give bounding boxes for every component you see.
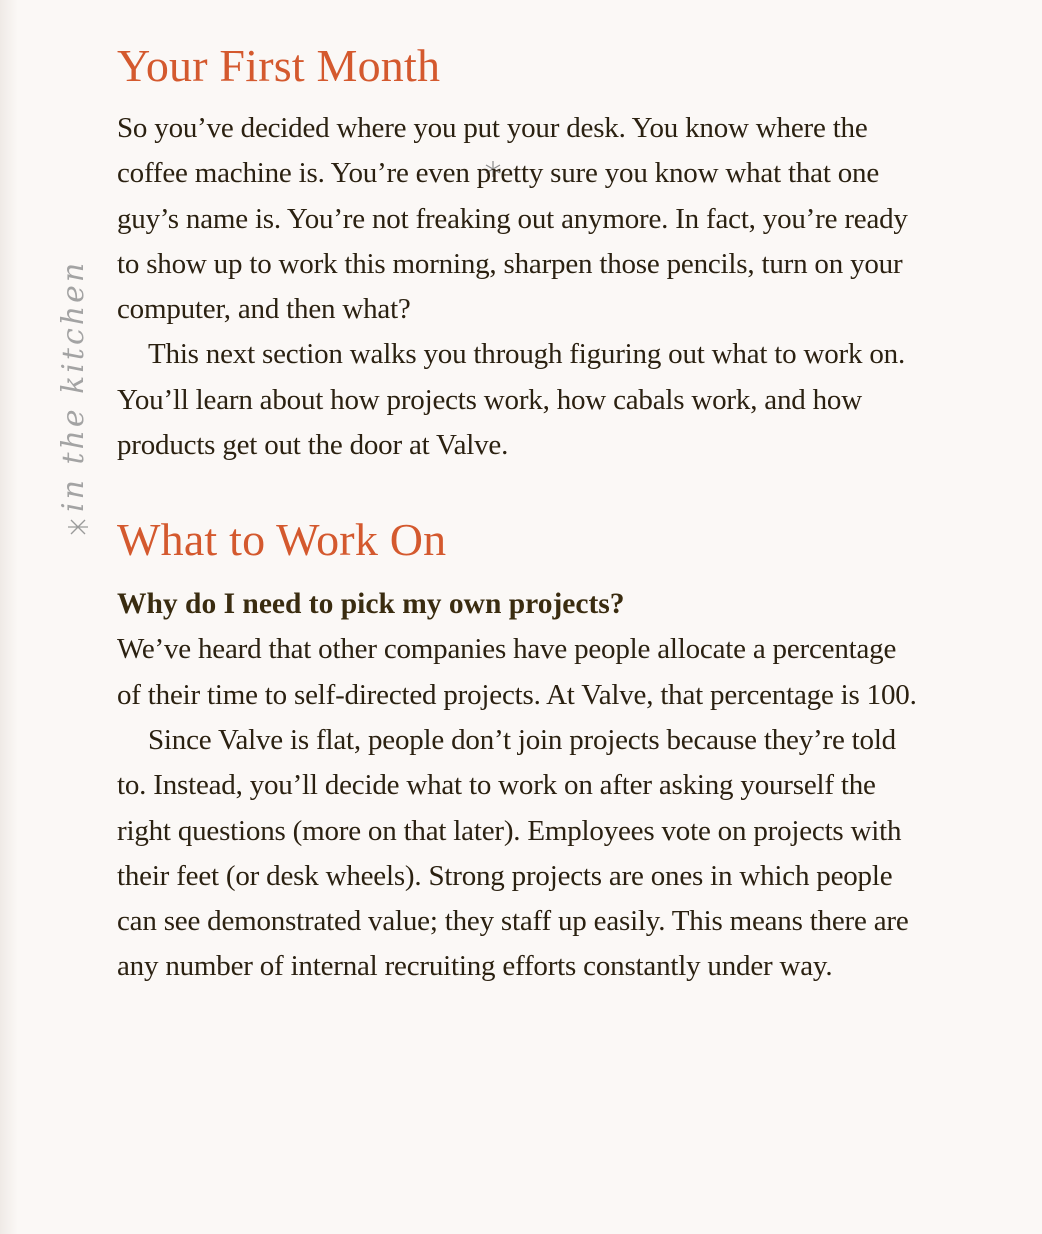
subheading-pick-projects: Why do I need to pick my own projects? [117,588,625,621]
section1-paragraph-1: So you’ve decided where you put your desk. You know where the coffee machine is. You’re even pretty sure you know what that one guy’s name is. You’re not freaking out anymore. In fact, you’re ready to show up to work this morning, sharpen those pencils, turn on your computer, and then what? [117,112,908,326]
section-heading-what-to-work-on: What to Work On [117,514,447,566]
section2-paragraph-1: We’ve heard that other companies have people allocate a percentage of their time to self-directed projects. At Valve, that percentage is 100. [117,633,917,711]
page-content [117,38,917,990]
section2-paragraph-2: Since Valve is flat, people don’t join projects because they’re told to. Instead, you’ll decide what to work on after asking yourself the right questions (more on that later). Employees vote on projects with their feet (or desk wheels). Strong projects are ones in which people can see demonstrated value; they staff up easily. This means there are any number of internal recruiting efforts constantly under way. [117,723,909,983]
margin-note-text: in the kitchen [56,259,91,512]
handwritten-margin-note [49,240,97,540]
asterisk-icon [68,520,88,534]
section1-paragraph-2: This next section walks you through figuring out what to work on. You’ll learn about how projects work, how cabals work, and how products get out the door at Valve. [117,338,906,462]
margin-note-drawing [49,240,97,540]
section-heading-first-month: Your First Month [117,40,441,91]
page-edge-shadow [0,0,18,1234]
